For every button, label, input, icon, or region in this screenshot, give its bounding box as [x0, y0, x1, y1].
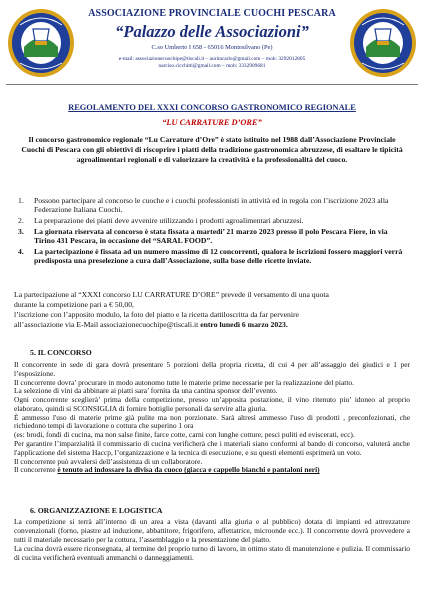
letterhead: [82, 8, 342, 71]
rule-text: Possono partecipare al concorso le cuoche e i cuochi professionisti in attività ed in regola con l’iscrizione 2023 alla Federazione Italiana Cuochi.: [34, 196, 389, 215]
paragraph: (es: brodi, fondi di cucina, ma non salse finite, farce cotte, carni con lunghe cotture, pesci puliti ed eviscerati, ecc).: [14, 430, 355, 440]
paragraph: Ogni concorrente sceglierà’ prima della competizione, presso un’apposita postazione, il vino ritenuto piu’ idoneo al proprio elaborato, quindi si SCONSIGLIA di fornire bottiglie personali da servire alla giuria.: [14, 395, 410, 413]
paragraph: La selezione di vini da abbinare ai piatti sara’ fornita da una cantina sponsor dell’evento.: [14, 386, 278, 396]
paragraph: [14, 466, 410, 475]
participation-line: l’iscrizione con l’apposito modulo, la foto del piatto e la ricetta dattiloscritta da far pervenire: [14, 309, 299, 319]
list-item: [14, 247, 410, 265]
deadline-text: entro lunedì 6 marzo 2023.: [198, 319, 288, 329]
rule-text: La giornata riservata al concorso è stata fissata a martedi’ 21 marzo 2023 presso il polo Pescara Fiere, in via Tirino 431 Pescara, in occasione del “SARAL FOOD”.: [34, 226, 388, 245]
header-divider: [6, 84, 418, 85]
section-6-body: [14, 518, 410, 563]
section-6-heading: 6. ORGANIZZAZIONE E LOGISTICA: [30, 506, 163, 515]
section-5-body: [14, 361, 410, 475]
palazzo-title: “Palazzo delle Associazioni”: [115, 22, 309, 41]
paragraph: Il concorrente dovra’ procurare in modo autonomo tutte le materie prime necessarie per la realizzazione del piatto.: [14, 377, 354, 387]
list-item: [14, 196, 410, 214]
paragraph: Il concorrente può avvalersi dell’assistenza di un collaboratore.: [14, 456, 203, 466]
organization-name: ASSOCIAZIONE PROVINCIALE CUOCHI PESCARA: [88, 8, 336, 19]
paragraph: La competizione si terrà all’interno di un area a vista (davanti alla giuria e al pubblico) dotata di impianti ed attrezzature convenzionali (forno, piastre ad induzione, abbattitore, frigorifero, affettatrice, microonde ecc.). Il concorrente dovrà provvedere a tutti il materiale necessario per la cottura, l’assemblaggio e la presentazione del piatto.: [14, 517, 410, 544]
contacts-line-1: e-mail: associazionecuochipe@tiscali.it – auritacarlo@gmail.com – mob: 3292012805: [118, 56, 306, 62]
section-5-heading: 5. IL CONCORSO: [30, 348, 92, 357]
association-logo-right: [348, 7, 418, 79]
participation-paragraph: [14, 290, 410, 329]
list-item: [14, 216, 410, 225]
paragraph: Per garantire l’imparzialità il commissario di cucina verificherà che i materiali siano conformi al bando di concorso, valuterà anche l'applicazione del sistema Haccp, l’organizzazione e la tecnica di esecuzione, e su questi elementi esprimerà un voto.: [14, 439, 410, 457]
regulation-title: REGOLAMENTO DEL XXXI CONCORSO GASTRONOMICO REGIONALE: [68, 103, 356, 112]
contacts: [82, 56, 342, 71]
contacts-line-2: narciso.cicchitti@gmail.com – mob: 3332909681: [158, 63, 266, 70]
rule-number: 1.: [18, 196, 24, 205]
participation-text: all’associazione via E-Mail: [14, 319, 101, 329]
rule-text: La partecipazione è fissata ad un numero massimo di 12 concorrenti, qualora le iscrizioni fossero maggiori verrà predisposta una preselezione a cura dall’Associazione, sulla base delle ricette inviate.: [34, 246, 403, 265]
dress-code-requirement: è tenuto ad indossare la divisa da cuoco (giacca e cappello bianchi e pantaloni neri): [57, 465, 320, 475]
address: C.so Umberto I 658 - 65016 Montesilvano (Pe): [151, 44, 273, 51]
rule-number: 2.: [18, 215, 24, 225]
list-item: [14, 227, 410, 245]
association-email-link[interactable]: associazionecuochipe@tiscali.it: [100, 319, 199, 329]
rules-list: [14, 196, 410, 267]
participation-line: durante la competizione pari a € 50,00,: [14, 299, 134, 309]
participation-line: La partecipazione al “XXXI concorso LU CARRATURE D’ORE” prevede il versamento di una quota: [14, 290, 329, 299]
rule-number: 3.: [18, 226, 24, 236]
association-logo-left: [6, 7, 76, 79]
paragraph: Il concorrente in sede di gara dovrà presentare 5 porzioni della propria ricetta, di cui 4 per all’assaggio dei giudici e 1 per l’esposizione.: [14, 360, 410, 378]
competition-subtitle: “LU CARRATURE D’ORE”: [162, 118, 262, 127]
participation-line: [14, 320, 410, 330]
rule-number: 4.: [18, 246, 24, 256]
paragraph: La cucina dovrà essere riconsegnata, al termine del proprio turno di lavoro, in ottimo stato di manutenzione e pulizia. Il commissario di cucina verificherà eventuali ammanchi o danneggiamenti.: [14, 543, 410, 562]
rule-text: La preparazione dei piatti deve avvenire utilizzando i prodotti agroalimentari abruzzesi.: [34, 215, 304, 225]
dress-code-text: Il concorrente: [14, 465, 58, 475]
paragraph: È ammesso l'uso di materie prime già pulite ma non porzionate. Sarà altresì ammesso l'uso di prodotti , preconfezionati, che richiedono tempi di lavorazione o cottura che superino 1 ora: [14, 412, 410, 431]
intro-paragraph: Il concorso gastronomico regionale “Lu Carrature d’Ore” è stato istituito nel 1988 dall’Associazione Provinciale Cuochi di Pescara con gli obiettivi di riscoprire i piatti della tradizione gastronomica abruzzese, di esaltare le tipicità agroalimentari regionali e di valorizzare la creatività e la professionalità del cuoco.: [21, 135, 403, 164]
